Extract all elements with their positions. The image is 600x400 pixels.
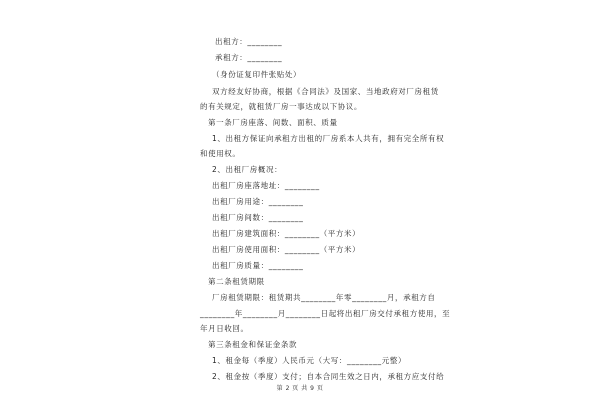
article-1-clause-1-line-2: 和使用权。 [200,149,241,158]
page-number-footer: 第 2 页 共 9 页 [276,385,324,392]
factory-use-line: 出租厂房用途：________ [212,197,304,206]
factory-quality-line: 出租厂房质量：________ [212,261,304,270]
lease-term-line-2: ________年________月________日起将出租厂房交付承租方使用，至 [200,309,451,318]
lease-term-line-1: 厂房租赁期限：租赁期共________年零________月，承租方自 [212,293,436,302]
article-1-clause-2: 2、出租厂房概况： [212,165,283,174]
article-3-heading: 第三条租金和保证金条款 [208,340,298,349]
rent-clause-2: 2、租金按（季度）支付；自本合同生效之日内，承租方应支付给 [212,372,445,381]
lessor-line: 出租方：________ [215,37,283,46]
intro-paragraph-line-2: 的有关规定，就租赁厂房一事达成以下协议。 [200,102,362,111]
article-2-heading: 第二条租赁期限 [208,277,265,286]
lessee-line: 承租方：________ [215,53,283,62]
factory-address-line: 出租厂房座落地址：________ [212,181,320,190]
id-copy-note: （身份证复印件张贴处） [212,70,302,79]
rent-clause-1: 1、租金每（季度）人民币元（大写：________元整） [212,356,407,365]
building-area-line: 出租厂房建筑面积：________（平方米） [212,229,361,238]
usable-area-line: 出租厂房使用面积：________（平方米） [212,245,361,254]
lease-term-line-3: 年月日收回。 [200,324,249,333]
article-1-clause-1-line-1: 1、出租方保证向承租方出租的厂房系本人共有，拥有完全所有权 [212,134,445,143]
factory-rooms-line: 出租厂房间数：________ [212,213,304,222]
intro-paragraph-line-1: 双方经友好协商，根据《合同法》及国家、当地政府对厂房租赁 [212,87,439,96]
article-1-heading: 第一条厂房座落、间数、面积、质量 [208,118,338,127]
